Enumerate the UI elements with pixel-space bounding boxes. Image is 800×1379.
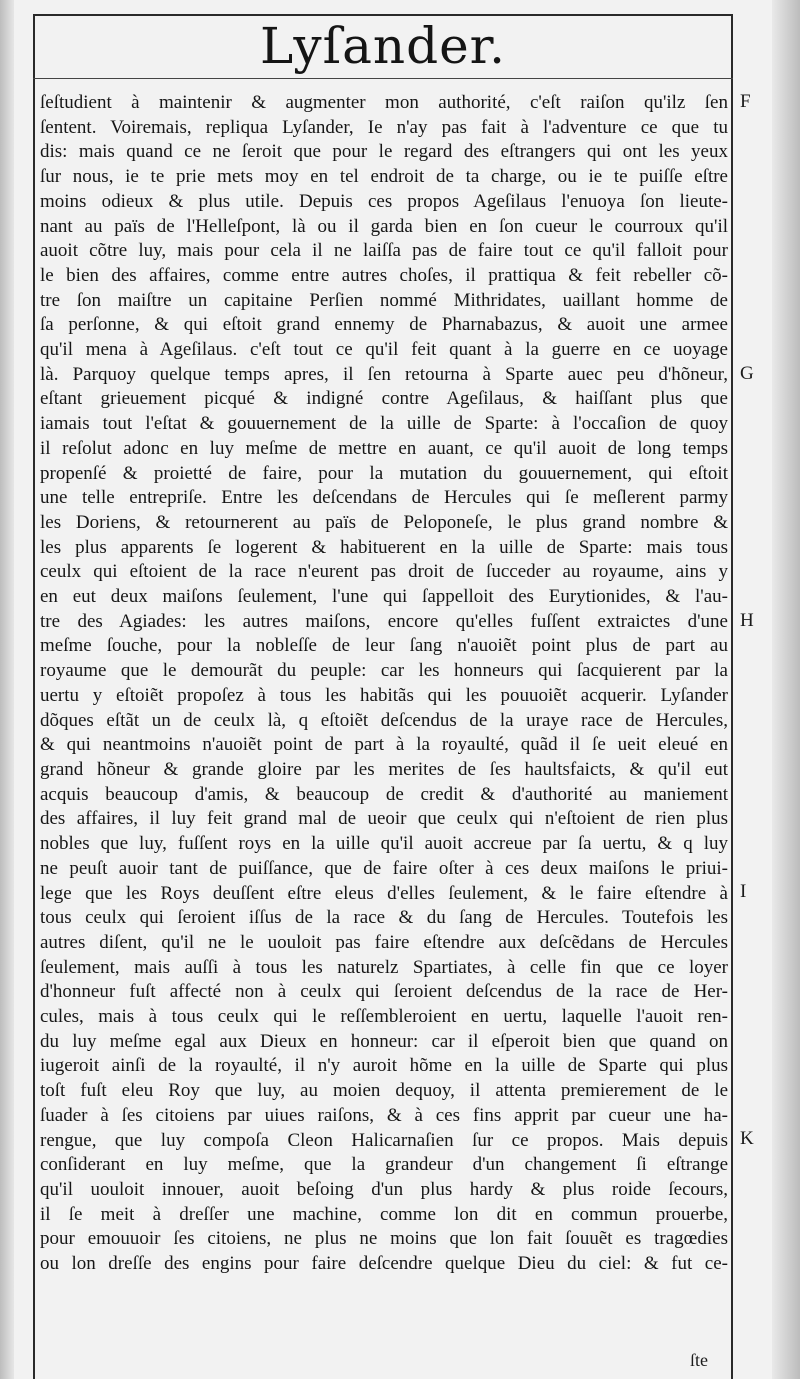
text-line: tre des Agiades: les autres maiſons, encore qu'elles fuſſent extraictes d'une bbox=[40, 610, 728, 632]
text-line: il ſe meit à dreſſer une machine, comme lon dit en commun prouerbe, bbox=[40, 1203, 728, 1225]
text-line: uertu y eſtoiẽt propoſez à tous les habitãs qui les pouuoiẽt acquerir. Lyſander bbox=[40, 684, 728, 706]
text-line: ſeulement, mais auſſi à tous les naturelz Spartiates, à celle fin que ce loyer bbox=[40, 956, 728, 978]
text-line: une telle entrepriſe. Entre les deſcendans de Hercules qui ſe meſlerent parmy bbox=[40, 487, 728, 509]
text-line: dis: mais quand ce ne ſeroit que pour le regard des eſtrangers qui ont les yeux bbox=[40, 141, 728, 163]
text-line: auoit cõtre luy, mais pour cela il ne laiſſa pas de faire tout ce qu'il falloit pour bbox=[40, 240, 728, 262]
text-line: tous ceulx qui ſeroient iſſus de la race & du ſang de Hercules. Toutefois les bbox=[40, 907, 728, 929]
text-line: les Doriens, & retournerent au païs de Peloponeſe, le plus grand nombre & bbox=[40, 511, 728, 533]
text-line: les plus apparents ſe logerent & habituerent en la uille de Sparte: mais tous bbox=[40, 536, 728, 558]
text-line: ne peuſt auoir tant de puiſſance, que de faire oſter à ces deux maiſons le priui- bbox=[40, 857, 728, 879]
text-line: ou lon dreſſe des engins pour faire deſcendre quelque Dieu du ciel: & fut ce- bbox=[40, 1253, 728, 1275]
text-line: iamais tout l'eſtat & gouuernement de la uille de Sparte: à l'occaſion de quoy bbox=[40, 413, 728, 435]
text-line: ſur nous, ie te prie mets moy en tel endroit de ta charge, ou ie te puiſſe eſtre bbox=[40, 166, 728, 188]
margin-letter: K bbox=[740, 1128, 754, 1150]
text-line: pour emouuoir ſes citoiens, ne plus ne moins que lon fait ſouuẽt es tragœdies bbox=[40, 1228, 728, 1250]
text-line: & qui neantmoins n'auoiẽt point de part à la royaulté, quãd il ſe ueit eleué en bbox=[40, 734, 728, 756]
text-line: nobles que luy, fuſſent roys en la uille qu'il auoit accreue par ſa uertu, & q luy bbox=[40, 833, 728, 855]
text-line: eſtant grieuement picqué & indigné contre Ageſilaus, & haiſſant plus que bbox=[40, 388, 728, 410]
margin-letter: I bbox=[740, 881, 747, 903]
text-line: rengue, que luy compoſa Cleon Halicarnaſien ſur ce propos. Mais depuis bbox=[40, 1129, 728, 1151]
margin-letter: F bbox=[740, 91, 751, 112]
text-line: meſme ſouche, pour la nobleſſe de leur ſang n'auoiẽt point plus de part au bbox=[40, 635, 728, 657]
left-frame-rule bbox=[33, 14, 35, 1379]
body-text bbox=[40, 91, 728, 1277]
text-line: acquis beaucoup d'amis, & beaucoup de credit & d'authorité au maniement bbox=[40, 783, 728, 805]
text-line: qu'il uouloit innouer, auoit beſoing d'un plus hardy & plus roide ſecours, bbox=[40, 1178, 728, 1200]
binding-edge bbox=[0, 0, 14, 1379]
text-line: tre ſon maiſtre un capitaine Perſien nommé Mithridates, uaillant homme de bbox=[40, 289, 728, 311]
text-line: dõques eſtãt un de ceulx là, q eſtoiẽt deſcendus de la uraye race de Hercules, bbox=[40, 709, 728, 731]
text-line: ſentent. Voiremais, repliqua Lyſander, Ie n'ay pas fait à l'adventure ce que tu bbox=[40, 116, 728, 138]
text-line: conſiderant en luy meſme, que la grandeur d'un changement ſi eſtrange bbox=[40, 1154, 728, 1176]
text-line: royaume que le demourãt du peuple: car les honneurs qui ſacquierent par la bbox=[40, 660, 728, 682]
text-line: qu'il mena à Ageſilaus. c'eſt tout ce qu'il feit quant à la guerre en ce uoyage bbox=[40, 339, 728, 361]
text-line: ſeſtudient à maintenir & augmenter mon authorité, c'eſt raiſon qu'ilz ſen bbox=[40, 92, 728, 113]
text-line: autres diſent, qu'il ne le uouloit pas faire eſtendre aux deſcẽdans de Hercules bbox=[40, 931, 728, 953]
text-line: iugeroit ainſi de la royaulté, il n'y auroit hõme en la uille de Sparte qui plus bbox=[40, 1055, 728, 1077]
text-line: nant au païs de l'Helleſpont, là ou il garda bien en ſon cueur le courroux qu'il bbox=[40, 215, 728, 237]
text-line: cules, mais à tous ceulx qui le reſſembleroient en uertu, laquelle l'auoit ren- bbox=[40, 1006, 728, 1028]
running-title: Lyſander. bbox=[260, 17, 506, 75]
text-line: d'honneur fuſt affecté non à ceulx qui ſeroient deſcendus de la race de Her- bbox=[40, 981, 728, 1003]
catchword: ſte bbox=[690, 1350, 708, 1370]
text-line: en eut deux maiſons ſeulement, l'une qui ſappelloit des Eurytionides, & l'au- bbox=[40, 586, 728, 608]
margin-letter: G bbox=[740, 362, 754, 384]
text-line: là. Parquoy quelque temps apres, il ſen retourna à Sparte auec peu d'hõneur, bbox=[40, 363, 728, 385]
text-line: moins odieux & plus utile. Depuis ces propos Ageſilaus l'enuoya ſon lieute- bbox=[40, 190, 728, 212]
right-frame-rule bbox=[731, 14, 733, 1379]
text-line: du luy meſme egal aux Dieux en honneur: car il eſperoit bien que quand on bbox=[40, 1030, 728, 1052]
text-line: grand hõneur & grande gloire par les merites de ſes haultsfaicts, & qu'il eut bbox=[40, 758, 728, 780]
text-line: le bien des affaires, comme entre autres choſes, il prattiqua & feit rebeller cõ- bbox=[40, 264, 728, 286]
header-rule bbox=[33, 78, 733, 79]
text-line: ceulx qui eſtoient de la race n'eurent pas droit de ſucceder au royaume, ains y bbox=[40, 561, 728, 583]
text-line: lege que les Roys deuſſent eſtre eleus d'elles ſeulement, & le faire eſtendre à bbox=[40, 882, 728, 904]
text-line: ſuader à ſes citoiens par uiues raiſons, & à ces fins apprit par cueur une ha- bbox=[40, 1104, 728, 1126]
margin-letter: H bbox=[740, 609, 754, 631]
text-line: ſa perſonne, & qui eſtoit grand ennemy de Pharnabazus, & auoit une armee bbox=[40, 314, 728, 336]
text-line: propenſé & proietté de faire, pour la mutation du gouuernement, qui eſtoit bbox=[40, 462, 728, 484]
page-edge-shadow bbox=[772, 0, 800, 1379]
text-line: des affaires, il luy feit grand mal de ueoir que ceulx qui n'eſtoient de rien plus bbox=[40, 808, 728, 830]
text-line: il reſolut adonc en luy meſme de mettre en auant, ce qu'il auoit de long temps bbox=[40, 437, 728, 459]
text-line: toſt fuſt eleu Roy que luy, au moien dequoy, il attenta premierement de le bbox=[40, 1080, 728, 1102]
